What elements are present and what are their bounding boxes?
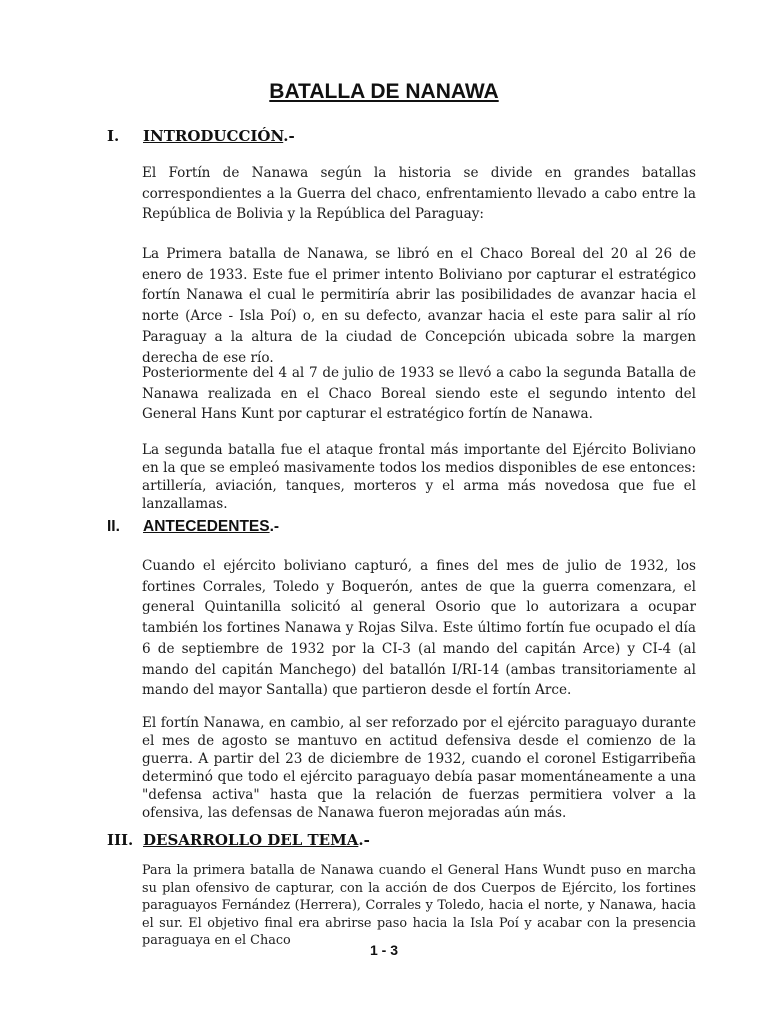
section-heading-introduccion [107, 127, 295, 145]
paragraph: El Fortín de Nanawa según la historia se divide en grandes batallas correspondientes a la Guerra del chaco, enfrentamiento llevado a cabo entre la República de Bolivia y la República del Paraguay: [142, 165, 696, 223]
section-number: I. [107, 127, 120, 145]
section-heading-desarrollo [107, 831, 370, 849]
section-number: II. [107, 518, 120, 535]
paragraph: La Primera batalla de Nanawa, se libró en el Chaco Boreal del 20 al 26 de enero de 1933. Este fue el primer intento Boliviano por capturar el estratégico fortín Nanawa el cual le permitiría abrir las posibilidades de avanzar hacia el norte (Arce - Isla Poí) o, en su defecto, avanzar hacia el este para salir al río Paraguay a la altura de la ciudad de Concepción ubicada sobre la margen derecha de ese río. [142, 246, 696, 366]
section-label: INTRODUCCIÓN [143, 127, 284, 145]
section-suffix: .- [283, 127, 295, 145]
section-suffix: .- [269, 518, 280, 535]
section-label: ANTECEDENTES [143, 518, 270, 535]
section-number: III. [107, 831, 134, 849]
section-suffix: .- [358, 831, 370, 849]
paragraph: La segunda batalla fue el ataque frontal más importante del Ejército Boliviano en la que se empleó masivamente todos los medios disponibles de ese entonces: artillería, aviación, tanques, morteros y el arma más novedosa que fue el lanzallamas. [142, 442, 696, 512]
page-number: 1 - 3 [369, 942, 398, 958]
paragraph: El fortín Nanawa, en cambio, al ser reforzado por el ejército paraguayo durante el mes de agosto se mantuvo en actitud defensiva desde el comienzo de la guerra. A partir del 23 de diciembre de 1932, cuando el coronel Estigarribeña determinó que todo el ejército paraguayo debía pasar momentáneamente a una "defensa activa" hasta que la relación de fuerzas permitiera volver a la ofensiva, las defensas de Nanawa fueron mejoradas aún más. [142, 715, 696, 821]
section-heading-antecedentes [107, 518, 279, 536]
paragraph: Posteriormente del 4 al 7 de julio de 1933 se llevó a cabo la segunda Batalla de Nanawa realizada en el Chaco Boreal siendo este el segundo intento del General Hans Kunt por capturar el estratégico fortín de Nanawa. [142, 365, 696, 423]
paragraph: Cuando el ejército boliviano capturó, a fines del mes de julio de 1932, los fortines Corrales, Toledo y Boquerón, antes de que la guerra comenzara, el general Quintanilla solicitó al general Osorio que lo autorizara a ocupar también los fortines Nanawa y Rojas Silva. Este último fortín fue ocupado el día 6 de septiembre de 1932 por la CI-3 (al mando del capitán Arce) y CI-4 (al mando del capitán Manchego) del batallón I/RI-14 (ambas transitoriamente al mando del mayor Santalla) que partieron desde el fortín Arce. [142, 558, 696, 699]
section-label: DESARROLLO DEL TEMA [143, 831, 359, 849]
paragraph: Para la primera batalla de Nanawa cuando el General Hans Wundt puso en marcha su plan ofensivo de capturar, con la acción de dos Cuerpos de Ejército, los fortines paraguayos Fernández (Herrera), Corrales y Toledo, hacia el norte, y Nanawa, hacia el sur. El objetivo final era abrirse paso hacia la Isla Poí y acabar con la presencia paraguaya en el Chaco [142, 863, 696, 949]
document-title: BATALLA DE NANAWA [269, 80, 499, 103]
